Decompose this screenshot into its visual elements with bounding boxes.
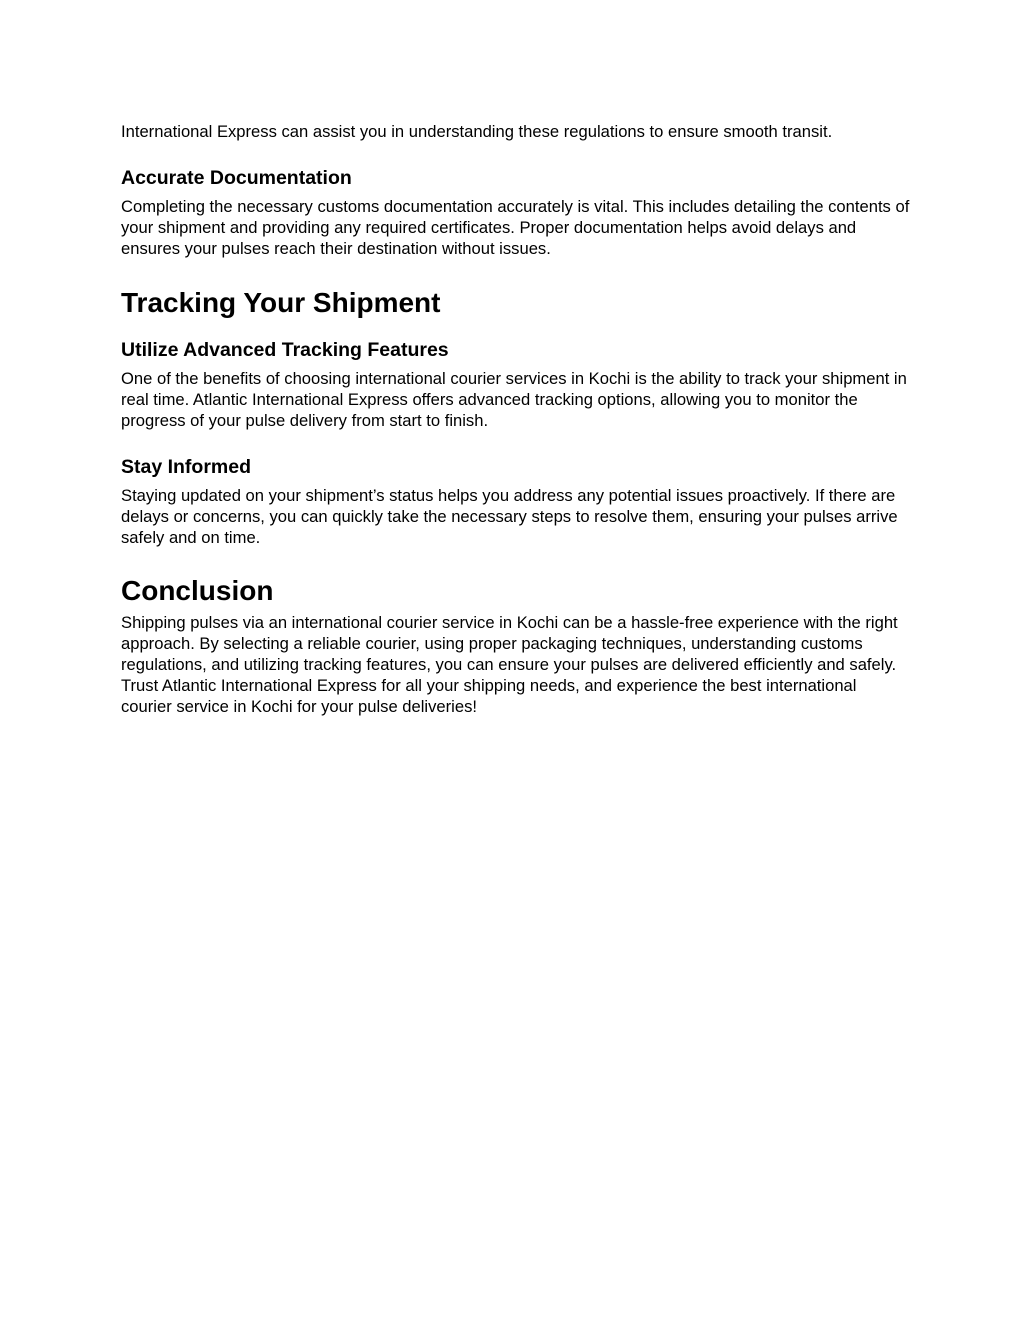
stay-informed-heading: Stay Informed [121,456,252,478]
tracking-section-heading: Tracking Your Shipment [121,287,441,318]
advanced-tracking-paragraph: One of the benefits of choosing international courier services in Kochi is the ability to track your shipment in real time. Atlantic International Express offers advanced tracking options, allowing you to monitor the progress of your pulse delivery from start to finish. [121,369,907,430]
stay-informed-paragraph: Staying updated on your shipment’s status helps you address any potential issues proactively. If there are delays or concerns, you can quickly take the necessary steps to resolve them, ensuring your pulses arrive safely and on time. [121,486,898,547]
intro-paragraph: International Express can assist you in understanding these regulations to ensure smooth transit. [121,122,833,141]
accurate-documentation-paragraph: Completing the necessary customs documentation accurately is vital. This includes detailing the contents of your shipment and providing any required certificates. Proper documentation helps avoid delays and ensures your pulses reach their destination without issues. [121,197,910,258]
conclusion-paragraph: Shipping pulses via an international courier service in Kochi can be a hassle-free experience with the right approach. By selecting a reliable courier, using proper packaging techniques, understanding customs regulations, and utilizing tracking features, you can ensure your pulses are delivered efficiently and safely. Trust Atlantic International Express for all your shipping needs, and experience the best international courier service in Kochi for your pulse deliveries! [121,613,898,716]
accurate-documentation-heading: Accurate Documentation [121,167,352,189]
document-page [121,121,911,717]
advanced-tracking-heading: Utilize Advanced Tracking Features [121,339,449,361]
conclusion-heading: Conclusion [121,575,274,606]
